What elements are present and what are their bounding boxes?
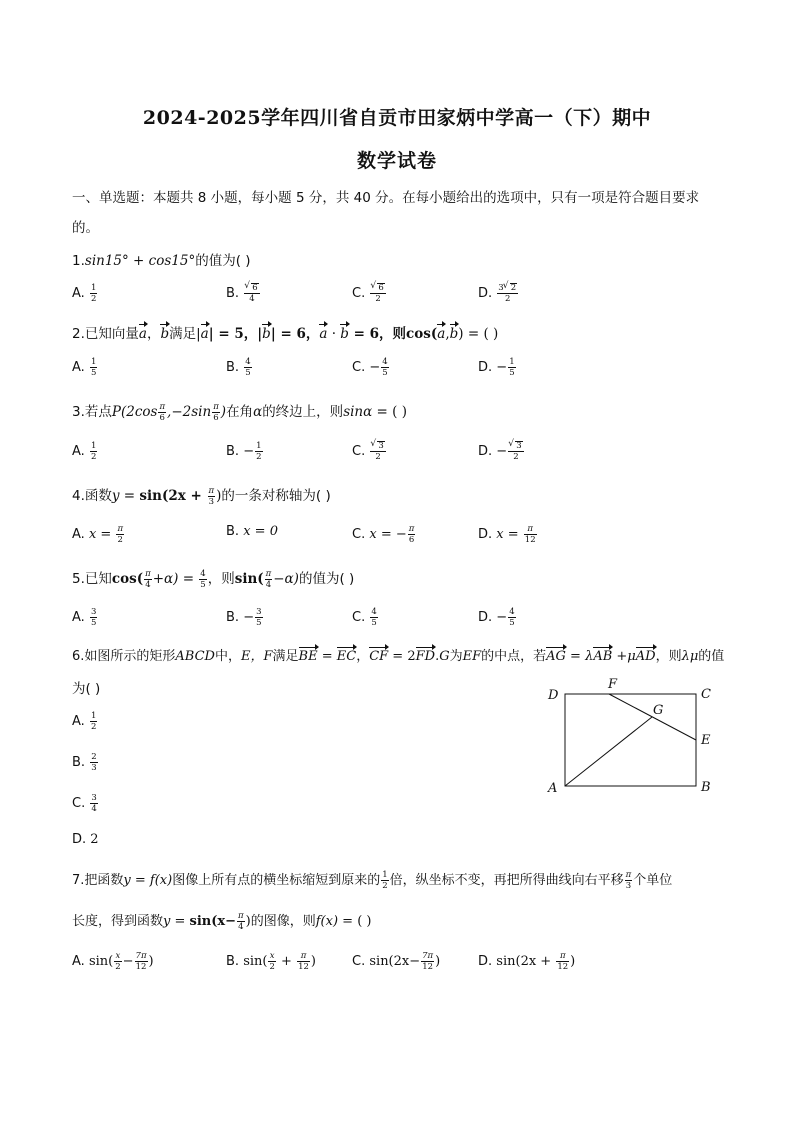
q6-option-c[interactable]: C. $\frac{3}{4}$ xyxy=(72,793,97,814)
label-c: C xyxy=(701,687,711,702)
option-label: A. xyxy=(72,610,85,625)
label-e: E xyxy=(701,733,711,748)
fraction: $\frac{1}{2}$ xyxy=(90,283,97,304)
option-label: D. xyxy=(478,360,493,375)
q1-option-b[interactable] xyxy=(226,283,261,304)
q2-option-c[interactable]: C. − $\frac{4}{5}$ xyxy=(352,357,388,378)
q5-option-d[interactable]: D. − $\frac{4}{5}$ xyxy=(478,607,515,628)
label-f: F xyxy=(608,677,618,692)
q2-option-d[interactable]: D. − $\frac{1}{5}$ xyxy=(478,357,515,378)
q6-option-d[interactable]: D. 2 xyxy=(72,832,99,847)
option-label: A. xyxy=(72,286,85,301)
option-label: A. xyxy=(72,444,85,459)
question-7: 7.把函数y = f(x)图像上所有点的横坐标缩短到原来的 $\frac{1}{2}$ 倍，纵坐标不变，再把所得曲线向右平移 $\frac{\pi}{3}$ 个单位 xyxy=(72,870,673,891)
fraction: √ $\frac{6}{2}$ xyxy=(370,283,385,304)
q4-option-c[interactable]: C. x = − $\frac{\pi}{6}$ xyxy=(352,524,415,545)
option-label: D. xyxy=(478,610,493,625)
option-label: B. xyxy=(226,444,240,459)
rectangle-abcd xyxy=(565,694,696,786)
exam-title: 2024-2025学年四川省自贡市田家炳中学高一（下）期中 xyxy=(142,107,652,129)
fraction: $\frac{3√ 2}{2}$ xyxy=(497,283,518,304)
option-label: A. xyxy=(72,527,85,542)
rectangle-figure xyxy=(540,675,720,800)
option-label: C. xyxy=(352,286,366,301)
q7-option-d[interactable]: D. sin(2x + $\frac{\pi}{12}$ ) xyxy=(478,951,576,972)
section-instructions: 一、单选题：本题共 8 小题，每小题 5 分，共 40 分。在每小题给出的选项中，只有一项是符合题目要求 xyxy=(72,190,700,206)
q5-option-a[interactable]: A. $\frac{3}{5}$ xyxy=(72,607,97,628)
option-label: D. xyxy=(478,527,493,542)
label-b: B xyxy=(701,780,711,795)
option-label: C. xyxy=(352,444,366,459)
option-label: A. xyxy=(72,954,85,969)
section-instructions-cont: 的。 xyxy=(72,220,99,236)
option-label: D. xyxy=(72,832,87,847)
question-1 xyxy=(72,249,251,269)
q7-option-a[interactable]: A. sin( $\frac{x}{2}$ − $\frac{7\pi}{12}$ ) xyxy=(72,951,154,972)
question-6-cont: 为( ) xyxy=(72,681,101,697)
q1-expr: sin15° + cos15° xyxy=(84,253,196,269)
q4-option-d[interactable]: D. x = $\frac{\pi}{12}$ xyxy=(478,524,536,545)
option-label: D. xyxy=(478,286,493,301)
q3-option-a[interactable]: A. $\frac{1}{2}$ xyxy=(72,441,97,462)
option-label: D. xyxy=(478,954,493,969)
option-label: B. xyxy=(226,954,240,969)
vector-b: b xyxy=(160,326,170,342)
option-label: C. xyxy=(72,796,86,811)
q7-option-b[interactable]: B. sin( $\frac{x}{2}$ + $\frac{\pi}{12}$ ) xyxy=(226,951,316,972)
option-label: C. xyxy=(352,954,366,969)
question-2: 2.已知向量a，b满足|a| = 5，|b| = 6，a · b = 6，则cos(a,b) = ( ) xyxy=(72,326,499,342)
question-7-cont: 长度，得到函数y = sin(x− $\frac{\pi}{4}$ )的图像，则f(x) = ( ) xyxy=(72,911,372,932)
option-label: C. xyxy=(352,610,366,625)
option-label: A. xyxy=(72,714,85,729)
exam-subtitle: 数学试卷 xyxy=(356,150,437,172)
question-5: 5.已知cos( $\frac{\pi}{4}$ +α) = $\frac{4}{5}$ ，则sin( $\frac{\pi}{4}$ −α)的值为( ) xyxy=(72,568,355,590)
question-6: 6.如图所示的矩形ABCD中，E，F满足BE = EC，CF = 2FD.G为EF的中点，若AG = λAB +μAD，则λμ的值 xyxy=(72,649,725,664)
q1-number: 1. xyxy=(72,253,85,269)
q5-option-c[interactable]: C. $\frac{4}{5}$ xyxy=(352,607,377,628)
question-3: 3.若点P(2cos $\frac{\pi}{6}$ ,−2sin $\frac{\pi}{6}$ )在角α的终边上，则sinα = ( ) xyxy=(72,401,407,423)
option-label: B. xyxy=(226,524,240,539)
label-a: A xyxy=(548,781,558,796)
q3-option-d[interactable]: D. − √ $\frac{3}{2}$ xyxy=(478,441,525,462)
option-label: A. xyxy=(72,360,85,375)
q2-option-b[interactable]: B. $\frac{4}{5}$ xyxy=(226,357,251,378)
q3-option-c[interactable]: C. √ $\frac{3}{2}$ xyxy=(352,441,387,462)
q5-option-b[interactable]: B. − $\frac{3}{5}$ xyxy=(226,607,262,628)
option-label: B. xyxy=(226,360,240,375)
question-4: 4.函数y = sin(2x + $\frac{\pi}{3}$ )的一条对称轴为( ) xyxy=(72,485,331,507)
q6-option-b[interactable]: B. $\frac{2}{3}$ xyxy=(72,752,97,773)
q1-stem: 的值为( ) xyxy=(195,253,251,269)
option-label: B. xyxy=(72,755,86,770)
option-label: B. xyxy=(226,610,240,625)
option-label: C. xyxy=(352,527,366,542)
q2-option-a[interactable]: A. $\frac{1}{5}$ xyxy=(72,357,97,378)
fraction: √ $\frac{6}{4}$ xyxy=(244,283,259,304)
option-label: C. xyxy=(352,360,366,375)
q3-option-b[interactable]: B. − $\frac{1}{2}$ xyxy=(226,441,262,462)
q6-option-a[interactable]: A. $\frac{1}{2}$ xyxy=(72,711,97,732)
q4-option-b[interactable]: B. x = 0 xyxy=(226,524,278,539)
vector-a: a xyxy=(138,326,147,342)
q1-option-a[interactable] xyxy=(72,283,98,304)
option-label: B. xyxy=(226,286,240,301)
label-d: D xyxy=(548,688,559,703)
q4-option-a[interactable]: A. x = $\frac{\pi}{2}$ xyxy=(72,524,124,545)
q1-option-c[interactable] xyxy=(352,283,387,304)
label-g: G xyxy=(653,703,664,718)
q7-option-c[interactable]: C. sin(2x− $\frac{7\pi}{12}$ ) xyxy=(352,951,441,972)
segment-ag xyxy=(565,717,652,786)
q1-option-d[interactable] xyxy=(478,283,519,304)
option-label: D. xyxy=(478,444,493,459)
